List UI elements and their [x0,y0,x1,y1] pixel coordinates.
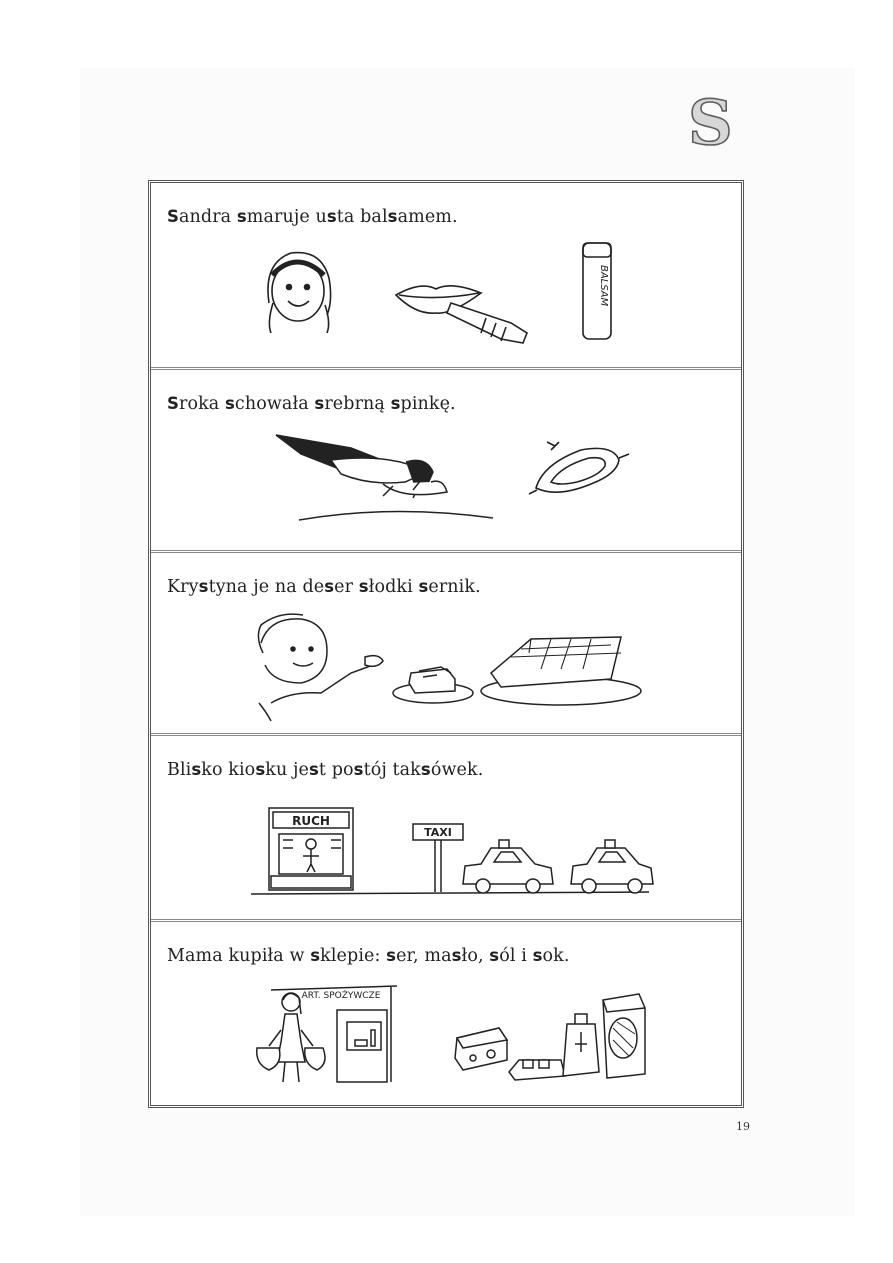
sentence-text: maruje u [246,207,327,227]
illustration-row-4 [151,736,741,922]
lip-balm-icon [583,243,611,339]
highlighted-letter: s [326,207,337,226]
sentence-text: amem. [397,207,458,227]
exercise-row-1 [151,183,741,370]
sentence-text: ku je [265,760,309,780]
highlighted-letter: s [308,760,319,779]
highlighted-letter: s [353,760,364,779]
lips-icon [396,286,527,343]
groceries-icon [455,994,645,1080]
sentence-text: Mama kupiła w [167,946,311,966]
exercise-frame [148,180,744,1108]
highlighted-letter: s [191,760,202,779]
sentence-text: tój tak [363,760,421,780]
sentence-text: rebrną [324,394,391,414]
highlighted-letter: s [314,394,325,413]
highlighted-letter: s [310,946,321,965]
sentence-text: chowała [234,394,315,414]
sentence-text: ówek. [430,760,484,780]
highlighted-letter: s [386,946,397,965]
highlighted-letter: s [225,394,235,413]
highlighted-letter: s [324,577,335,596]
highlighted-letter: s [418,577,429,596]
cheesecake-icon [393,637,641,705]
sentence-text: Bli [167,760,192,780]
sentence-text: er [334,577,359,597]
section-letter: S [688,86,733,159]
illustration-row-3 [151,553,741,736]
page-number: 19 [736,1120,750,1133]
sentence-text: roka [178,394,225,414]
sentence-text: klepie: [320,946,387,966]
sentence-text: ól i [499,946,533,966]
highlighted-letter: s [387,207,398,226]
taxi-car-icon [571,840,653,893]
girl-face-icon [268,253,331,333]
highlighted-letter: S [167,394,179,413]
sentence-text: er, ma [396,946,452,966]
highlighted-letter: s [420,760,431,779]
highlighted-letter: s [358,577,369,596]
shopping-woman-icon [257,993,325,1082]
exercise-row-3 [151,553,741,736]
illustration-row-1 [151,183,741,370]
taxi-sign: TAXI [424,826,452,839]
sentence-text: ta bal [336,207,388,227]
exercise-row-2 [151,370,741,553]
sentence-text: ernik. [428,577,481,597]
highlighted-letter: s [489,946,500,965]
taxi-car-icon [463,840,553,893]
sentence-text: ko kio [201,760,256,780]
sentence-text: ok. [542,946,570,966]
girl-eating-icon [258,614,383,721]
highlighted-letter: s [390,394,401,413]
sentence-text: łodki [368,577,419,597]
highlighted-letter: S [167,207,179,226]
taxi-sign-icon [413,824,463,892]
kiosk-sign: RUCH [292,814,330,828]
sentence-text: tyna je na de [208,577,325,597]
magpie-icon [276,435,493,520]
illustration-row-5 [151,922,741,1108]
highlighted-letter: s [236,207,247,226]
sentence-text: pinkę. [400,394,456,414]
highlighted-letter: s [451,946,462,965]
sentence-text: ło, [461,946,490,966]
highlighted-letter: s [198,577,209,596]
hairpin-icon [529,442,629,494]
highlighted-letter: s [532,946,543,965]
sentence-text: Kry [167,577,199,597]
sentence-text: t po [318,760,354,780]
highlighted-letter: s [255,760,266,779]
exercise-row-4 [151,736,741,922]
balsam-label: BALSAM [598,265,609,307]
sentence-text: andra [178,207,237,227]
shop-sign: ART. SPOŻYWCZE [301,991,381,1001]
illustration-row-2 [151,370,741,553]
exercise-row-5 [151,922,741,1108]
